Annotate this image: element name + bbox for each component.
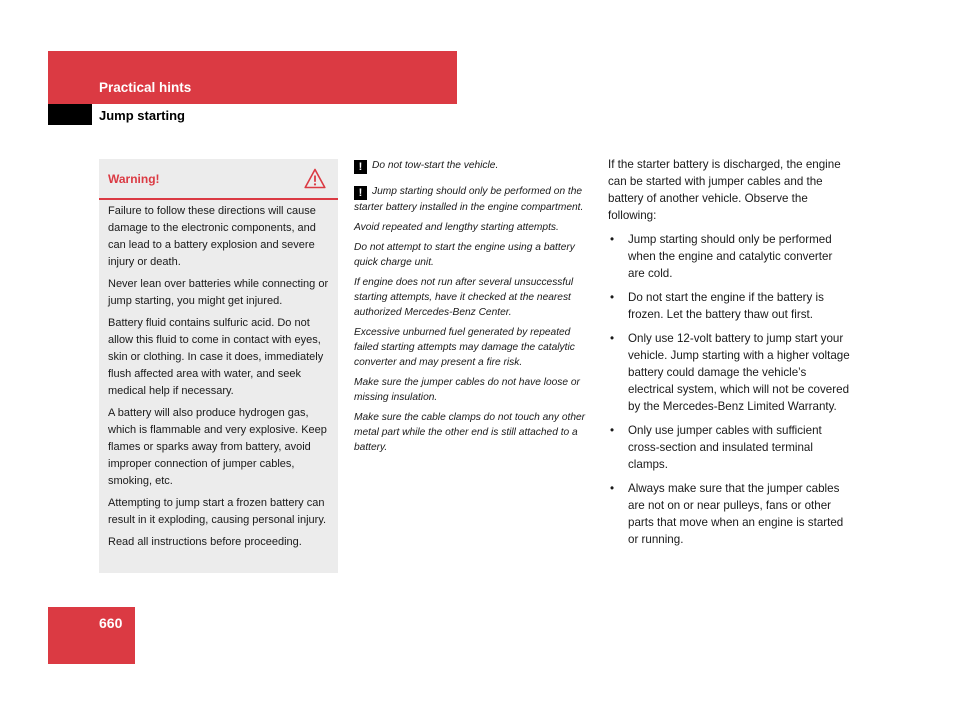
notice-paragraph: Make sure the cable clamps do not touch any other metal part while the other end is still attached to a battery. bbox=[354, 412, 586, 453]
warning-paragraph: Battery fluid contains sulfuric acid. Do not allow this fluid to come in contact with eyes, skin or clothing. In case it does, immediately flush affected area with water, and seek medical help if necessary. bbox=[108, 317, 324, 397]
header-band bbox=[48, 51, 457, 104]
warning-paragraph: Failure to follow these directions will cause damage to the electronic components, and can lead to a battery explosion and severe injury or death. bbox=[108, 205, 316, 268]
notice-paragraph: Do not attempt to start the engine using a battery quick charge unit. bbox=[354, 242, 575, 268]
main-text-column bbox=[608, 156, 850, 555]
page-number: 660 bbox=[99, 615, 123, 631]
warning-paragraph: Read all instructions before proceeding. bbox=[108, 536, 302, 548]
list-item: • Do not start the engine if the battery is frozen. Let the battery thaw out first. bbox=[608, 289, 850, 323]
section-title: Practical hints bbox=[99, 80, 192, 95]
intro-paragraph: If the starter battery is discharged, the engine can be started with jumper cables and the battery of another vehicle. Observe the following: bbox=[608, 158, 841, 222]
warning-paragraph: Never lean over batteries while connecting or jump starting, you might get injured. bbox=[108, 278, 329, 307]
warning-triangle-icon bbox=[304, 168, 326, 189]
notice-text: Do not tow-start the vehicle. bbox=[372, 160, 499, 171]
instruction-list bbox=[608, 231, 850, 548]
exclamation-icon: ! bbox=[354, 160, 367, 174]
list-item: • Jump starting should only be performed when the engine and catalytic converter are cold. bbox=[608, 231, 850, 282]
warning-header bbox=[99, 159, 338, 200]
list-item: • Only use jumper cables with sufficient cross-section and insulated terminal clamps. bbox=[608, 422, 850, 473]
notice-paragraph: Make sure the jumper cables do not have loose or missing insulation. bbox=[354, 377, 580, 403]
notice-text: Jump starting should only be performed on the starter battery installed in the engine compartment. bbox=[354, 186, 584, 213]
notice-paragraph: If engine does not run after several unsuccessful starting attempts, have it checked at the nearest authorized Mercedes-Benz Center. bbox=[354, 277, 574, 318]
notice-paragraph: Excessive unburned fuel generated by repeated failed starting attempts may damage the catalytic converter and may present a fire risk. bbox=[354, 327, 575, 368]
notice-jump-start bbox=[354, 184, 592, 215]
notice-tow-start bbox=[354, 158, 592, 174]
subsection-marker bbox=[48, 104, 92, 125]
warning-paragraph: Attempting to jump start a frozen battery can result in it exploding, causing personal injury. bbox=[108, 497, 327, 526]
list-item: • Only use 12-volt battery to jump start your vehicle. Jump starting with a higher voltage battery could damage the vehicle’s electrical system, which will not be covered by the Mercedes-Benz Limited Warranty. bbox=[608, 330, 850, 415]
warning-body bbox=[108, 203, 332, 556]
warning-label: Warning! bbox=[108, 172, 160, 186]
notice-paragraph: Avoid repeated and lengthy starting attempts. bbox=[354, 222, 559, 233]
list-item: • Always make sure that the jumper cables are not on or near pulleys, fans or other parts that move when an engine is started or running. bbox=[608, 480, 850, 548]
notice-column bbox=[354, 158, 592, 460]
warning-paragraph: A battery will also produce hydrogen gas, which is flammable and very explosive. Keep flames or sparks away from battery, avoid improper connection of jumper cables, smoking, etc. bbox=[108, 407, 327, 487]
subsection-title: Jump starting bbox=[99, 108, 185, 123]
exclamation-icon: ! bbox=[354, 186, 367, 200]
warning-box bbox=[99, 159, 338, 573]
